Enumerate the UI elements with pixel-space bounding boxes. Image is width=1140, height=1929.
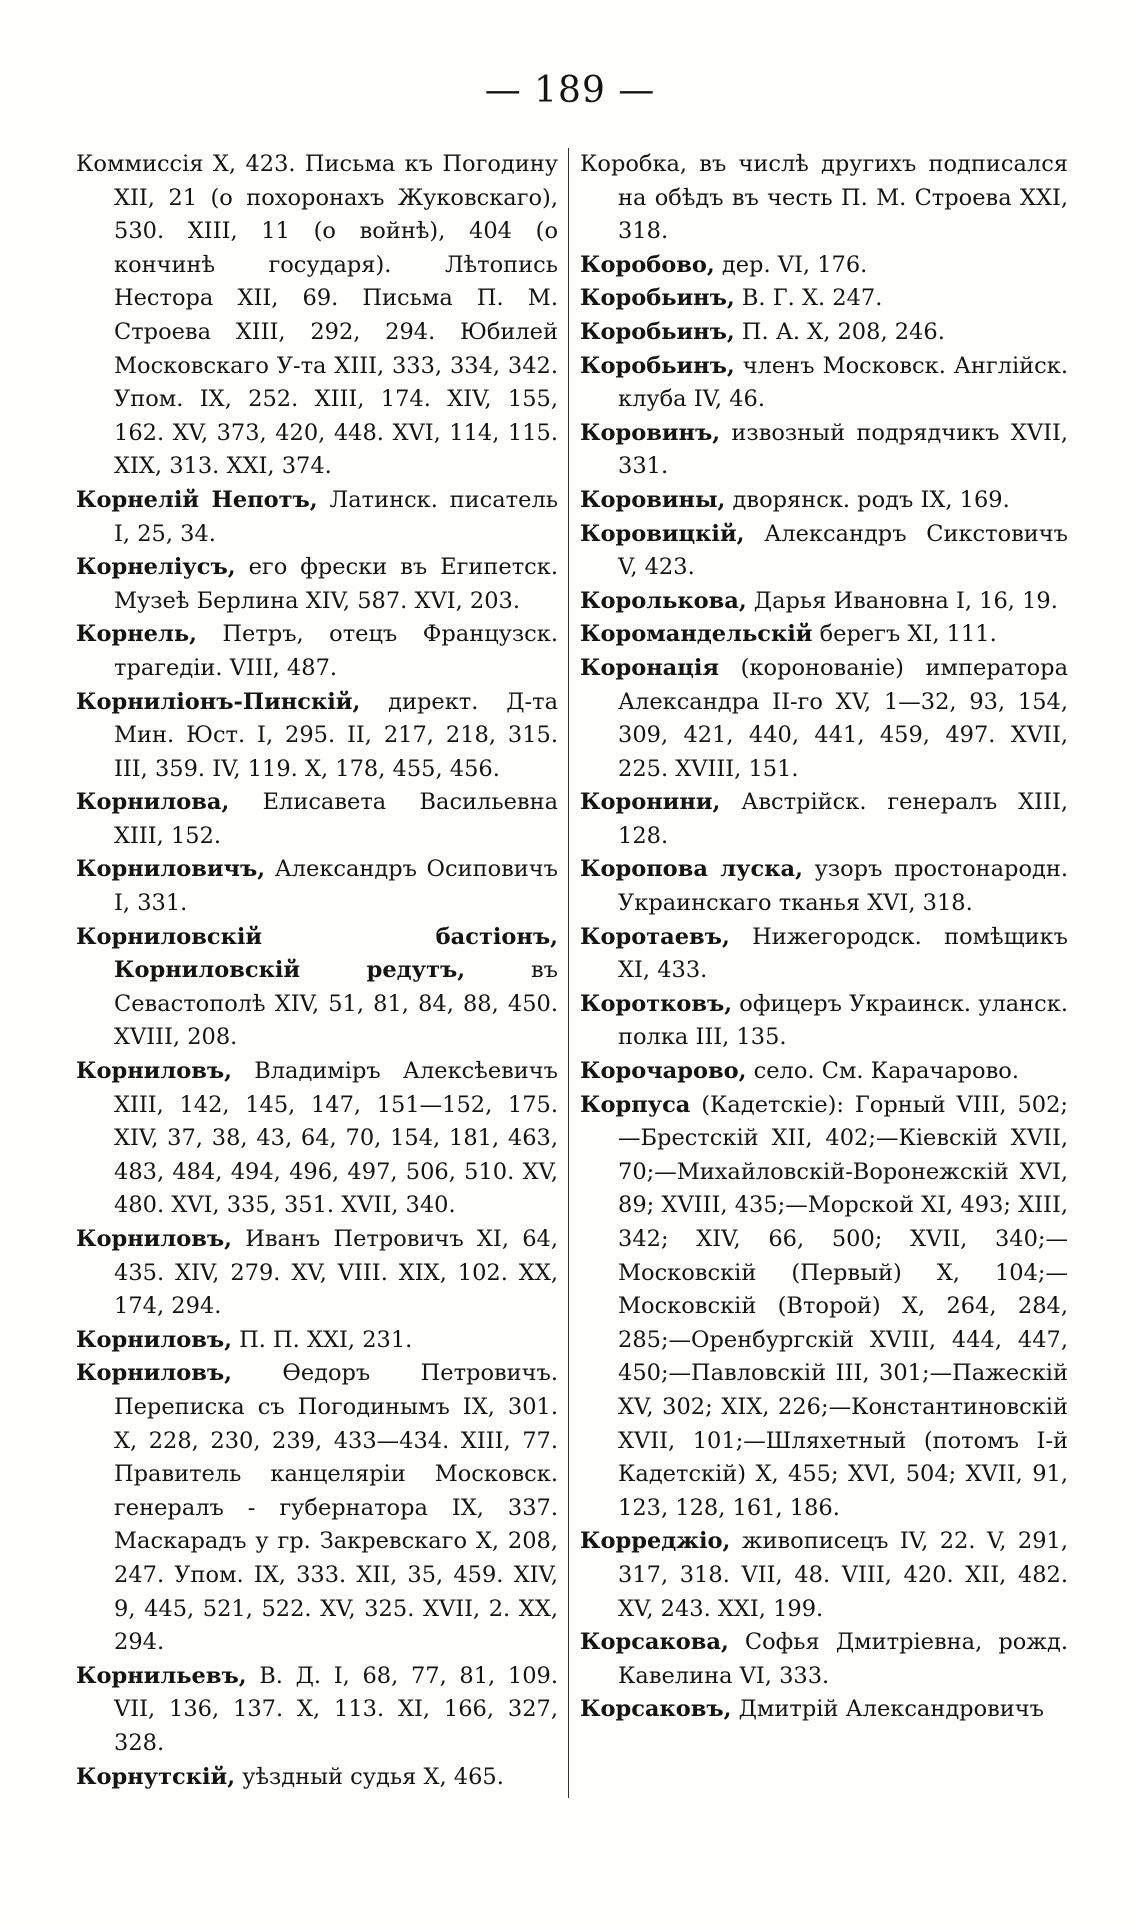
entry-text: (коронованіе) императора Александра II-го XV, 1—32, 93, 154, 309, 421, 440, 441, 459, 497. XVII, 225. XVIII, 151. [618, 654, 1068, 782]
entry-heading: Корнелій Непотъ, [76, 486, 318, 513]
entry-heading: Корниловичъ, [76, 856, 266, 883]
entry-heading: Коровицкій, [580, 520, 745, 547]
entry-text: дер. VI, 176. [714, 251, 868, 278]
entry-heading: Корсаковъ, [580, 1696, 732, 1723]
entry-heading: Коровины, [580, 486, 726, 513]
entry-text: Ѳедоръ Петровичъ. Переписка съ Погодинымъ IX, 301. X, 228, 230, 239, 433—434. XIII, 77. Правитель канцеляріи Московск. генералъ - губернатора IX, 337. Маскарадъ у гр. Закревскаго X, 208, 247. Упом. IX, 333. XII, 35, 459. XIV, 9, 445, 521, 522. XV, 325. XVII, 2. XX, 294. [114, 1360, 558, 1656]
entry-text: В. Г. X. 247. [734, 285, 883, 312]
index-entry [580, 518, 1068, 585]
entry-text: село. См. Карачарово. [746, 1058, 1019, 1085]
entry-heading: Корнель, [76, 621, 197, 648]
index-entry [580, 921, 1068, 988]
index-entry [580, 148, 1068, 249]
entry-text: офицеръ Украинск. уланск. полка III, 135. [618, 990, 1068, 1051]
index-entry [76, 786, 558, 853]
entry-text: берегъ XI, 111. [812, 621, 997, 648]
entry-heading: Коропова луска, [580, 856, 803, 883]
entry-heading: Коробьинъ, [580, 352, 735, 379]
entry-heading: Коробьинъ, [580, 318, 735, 345]
index-entry [580, 585, 1068, 619]
entry-heading: Коровинъ, [580, 419, 721, 446]
index-entry [580, 1525, 1068, 1626]
index-entry [76, 551, 558, 618]
index-entry [580, 618, 1068, 652]
entry-text: П. А. X, 208, 246. [734, 318, 945, 345]
entry-text: Коммиссія X, 423. Письма къ Погодину XII, 21 (о похоронахъ Жуковскаго), 530. XIII, 11 (о войнѣ), 404 (о кончинѣ государя). Лѣтопись Нестора XII, 69. Письма П. М. Строева XIII, 292, 294. Юбилей Московскаго У-та XIII, 333, 334, 342. Упом. IX, 252. XIII, 174. XIV, 155, 162. XV, 373, 420, 448. XVI, 114, 115. XIX, 313. XXI, 374. [76, 151, 558, 480]
entry-heading: Корочарово, [580, 1058, 747, 1085]
entry-text: (Кадетскіе): Горный VIII, 502;—Брестскій XII, 402;—Кіевскій XVII, 70;—Михайловскій-Воронежскій XVI, 89; XVIII, 435;—Морской XI, 493; XIII, 342; XIV, 66, 500; XVII, 340;—Московскій (Первый) X, 104;—Московскій (Второй) X, 264, 284, 285;—Оренбургскій XVIII, 444, 447, 450;—Павловскій III, 301;—Пажескій XV, 302; XIX, 226;—Константиновскій XVII, 101;—Шляхетный (потомъ I-й Кадетскій) X, 455; XVI, 504; XVII, 91, 123, 128, 161, 186. [618, 1091, 1068, 1521]
entry-text: Дарья Ивановна I, 16, 19. [746, 587, 1058, 614]
entry-heading: Корниловъ, [76, 1226, 232, 1252]
entry-text: узоръ простонародн. Украинскаго тканья XVI, 318. [618, 856, 1068, 917]
index-entry [580, 1055, 1068, 1089]
index-entry [580, 417, 1068, 484]
entry-text: Елисавета Васильевна XIII, 152. [114, 789, 558, 849]
entry-heading: Корниловъ, [76, 1360, 232, 1387]
entry-text: Софья Дмитріевна, рожд. Кавелина VI, 333. [618, 1629, 1068, 1689]
entry-heading: Корниліонъ-Пинскій, [76, 688, 361, 715]
entry-heading: Корнутскій, [76, 1763, 236, 1790]
entry-text: его фрески въ Египетск. Музеѣ Берлина XIV, 587. XVI, 203. [114, 554, 558, 614]
index-entry [580, 484, 1068, 518]
entry-heading: Корниловъ, [76, 1326, 232, 1353]
index-entry [580, 1089, 1068, 1526]
entry-text: живописецъ IV, 22. V, 291, 317, 318. VII, 48. VIII, 420. XII, 482. XV, 243. XXI, 199. [618, 1528, 1068, 1622]
entry-heading: Коротаевъ, [580, 923, 730, 950]
index-entry [580, 1626, 1068, 1693]
page-number: — 189 — [484, 70, 656, 111]
entry-heading: Корниловскій бастіонъ, Корниловскій редутъ, [76, 923, 558, 984]
index-entry [76, 686, 558, 787]
index-entry [580, 652, 1068, 786]
index-entry [76, 1660, 558, 1761]
entry-heading: Корнилова, [76, 789, 230, 816]
entry-heading: Коробьинъ, [580, 285, 735, 312]
entry-heading: Коробово, [580, 251, 715, 278]
index-entry [580, 853, 1068, 920]
index-entry [580, 316, 1068, 350]
index-entry [580, 350, 1068, 417]
entry-heading: Корнеліусъ, [76, 554, 236, 581]
entry-heading: Корпуса [580, 1091, 691, 1118]
index-entry [76, 618, 558, 685]
index-entry [76, 1055, 558, 1223]
entry-heading: Корсакова, [580, 1629, 729, 1656]
entry-text: Владиміръ Алексѣевичъ XIII, 142, 145, 147, 151—152, 175. XIV, 37, 38, 43, 64, 70, 154, 181, 463, 483, 484, 494, 496, 497, 506, 510. XV, 480. XVI, 335, 351. XVII, 340. [114, 1058, 558, 1219]
index-entry [580, 1693, 1068, 1727]
index-entry [580, 249, 1068, 283]
entry-text: въ Севастополѣ XIV, 51, 81, 84, 88, 450. XVIII, 208. [114, 957, 559, 1051]
entry-heading: Королькова, [580, 587, 747, 614]
entry-text: Дмитрій Александровичъ [731, 1696, 1044, 1723]
entry-text: Александръ Сикстовичъ V, 423. [618, 520, 1068, 581]
column-divider [568, 148, 569, 1798]
entry-heading: Корниловъ, [76, 1058, 232, 1085]
index-column-left [76, 148, 558, 1794]
entry-text: Иванъ Петровичъ XI, 64, 435. XIV, 279. XV, VIII. XIX, 102. XX, 174, 294. [114, 1226, 558, 1320]
index-entry [76, 921, 558, 1055]
entry-text: директ. Д-та Мин. Юст. I, 295. II, 217, 218, 315. III, 359. IV, 119. X, 178, 455, 456. [114, 688, 558, 782]
entry-heading: Коромандельскій [580, 621, 813, 648]
entry-text: Коробка, въ числѣ другихъ подписался на обѣдъ въ честь П. М. Строева XXI, 318. [580, 151, 1068, 245]
entry-heading: Корнильевъ, [76, 1662, 247, 1689]
index-entry [76, 148, 558, 484]
entry-heading: Коронація [580, 654, 720, 681]
index-entry [76, 1761, 558, 1795]
entry-text: Австрійск. генералъ XIII, 128. [618, 789, 1068, 849]
entry-text: Латинск. писатель I, 25, 34. [114, 486, 558, 547]
entry-text: членъ Московск. Англійск. клуба IV, 46. [618, 352, 1068, 413]
entry-text: Александръ Осиповичъ I, 331. [114, 856, 558, 917]
entry-text: дворянск. родъ IX, 169. [725, 486, 1010, 513]
index-entry [76, 1357, 558, 1659]
entry-text: извозный подрядчикъ XVII, 331. [618, 419, 1068, 480]
index-entry [76, 1324, 558, 1358]
entry-heading: Корреджіо, [580, 1528, 731, 1555]
index-entry [580, 282, 1068, 316]
entry-heading: Коронини, [580, 789, 721, 816]
index-entry [76, 484, 558, 551]
entry-text: П. П. XXI, 231. [231, 1326, 413, 1353]
index-entry [580, 786, 1068, 853]
index-entry [76, 853, 558, 920]
entry-text: уѣздный судья X, 465. [235, 1763, 504, 1790]
entry-text: Нижегородск. помѣщикъ XI, 433. [618, 923, 1068, 984]
index-entry [580, 988, 1068, 1055]
index-column-right [580, 148, 1068, 1727]
entry-text: Петръ, отецъ Французск. трагедіи. VIII, 487. [114, 621, 558, 681]
index-entry [76, 1223, 558, 1324]
entry-text: В. Д. I, 68, 77, 81, 109. VII, 136, 137. X, 113. XI, 166, 327, 328. [114, 1662, 558, 1756]
entry-heading: Коротковъ, [580, 990, 733, 1017]
